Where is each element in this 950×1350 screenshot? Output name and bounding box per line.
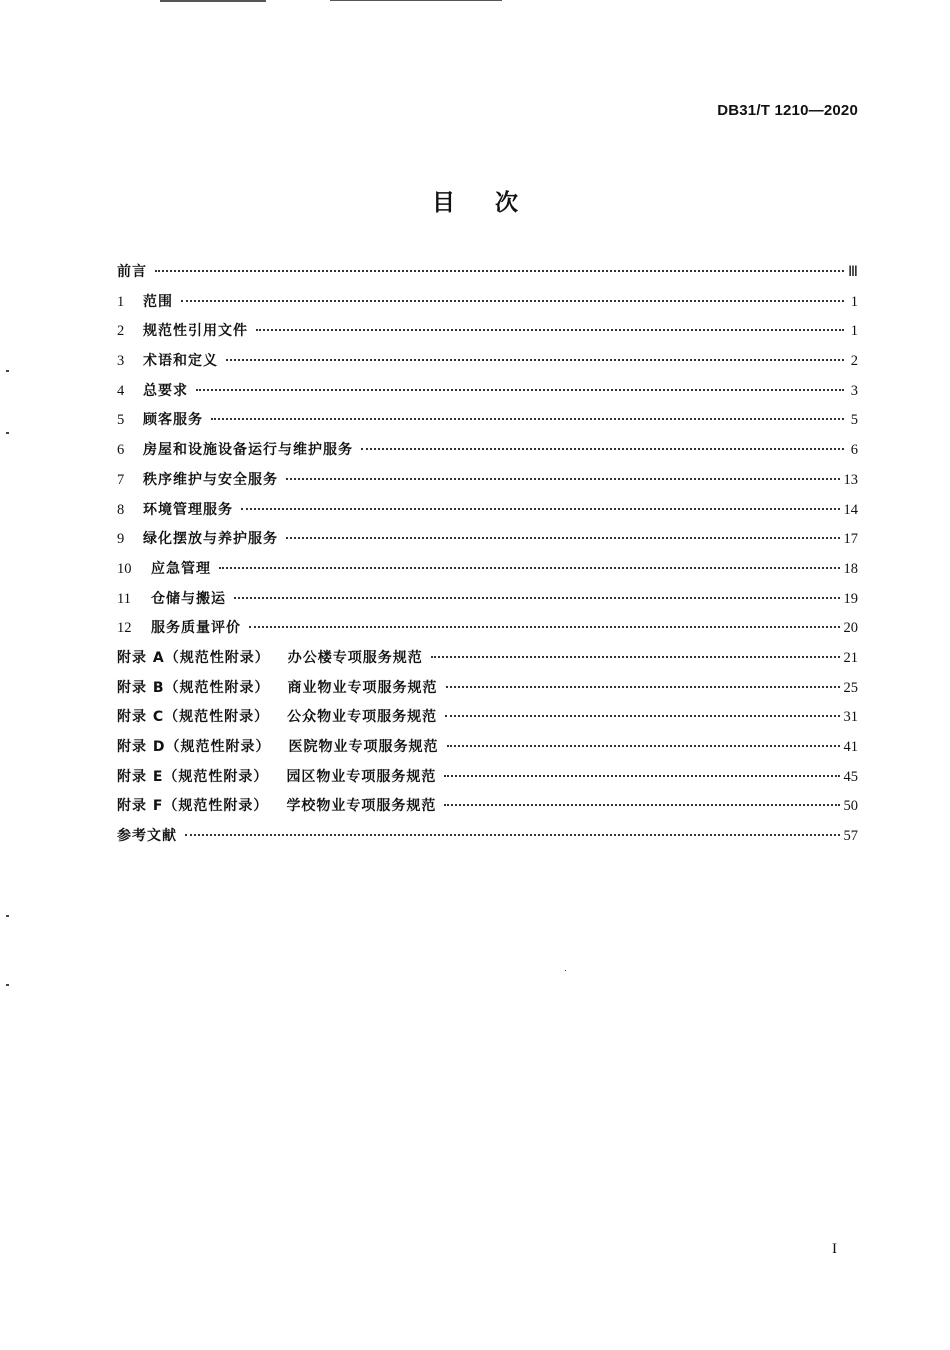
toc-entry[interactable] [117,320,858,350]
toc-entry-number: 11 [117,590,131,607]
scan-speck [6,370,9,372]
toc-entry-label: 仓储与搬运 [151,590,226,607]
toc-entry-number: 12 [117,620,132,637]
toc-dot-leader [444,804,839,806]
toc-entry-label: 绿化摆放与养护服务 [143,531,278,548]
toc-entry-label: 附录 E（规范性附录） [117,768,269,785]
toc-entry-label: 附录 F（规范性附录） [117,798,269,815]
toc-dot-leader [361,448,844,450]
toc-dot-leader [431,656,840,658]
toc-entry-number: 5 [117,412,125,429]
toc-entry-label: 附录 B（规范性附录） [117,679,270,696]
toc-entry-page: 13 [843,471,858,488]
toc-entry-number: 2 [117,323,125,340]
toc-dot-leader [185,834,840,836]
toc-dot-leader [256,329,844,331]
toc-dot-leader [211,418,844,420]
toc-entry-number: 4 [117,382,125,399]
toc-entry-label: 服务质量评价 [151,620,241,637]
toc-entry-subtitle: 办公楼专项服务规范 [287,649,423,666]
table-of-contents [117,261,858,855]
toc-entry[interactable] [117,706,858,736]
toc-entry[interactable] [117,380,858,410]
toc-entry[interactable] [117,409,858,439]
toc-entry-label: 前言 [117,264,147,280]
toc-entry-label: 术语和定义 [143,353,218,370]
toc-entry-page: 19 [843,590,858,607]
toc-entry-label: 总要求 [143,382,188,399]
toc-entry[interactable] [117,558,858,588]
toc-dot-leader [446,686,840,688]
toc-entry-label: 秩序维护与安全服务 [143,471,278,488]
toc-entry-number: 1 [117,293,125,310]
toc-dot-leader [444,775,839,777]
page-title: 目次 [432,190,558,216]
toc-entry-label: 房屋和设施设备运行与维护服务 [143,442,353,459]
toc-entry-page: 2 [850,353,858,370]
toc-entry-page: 3 [850,382,858,399]
toc-dot-leader [155,270,844,272]
scan-speck [6,984,9,986]
toc-entry-label: 规范性引用文件 [143,323,248,340]
toc-entry[interactable] [117,617,858,647]
toc-dot-leader [249,626,840,628]
toc-entry-page: 31 [843,709,858,726]
toc-entry[interactable] [117,825,858,855]
toc-entry-page: 20 [843,620,858,637]
toc-entry-subtitle: 公众物业专项服务规范 [287,709,438,726]
toc-entry-number: 6 [117,442,125,459]
toc-entry[interactable] [117,677,858,707]
toc-entry[interactable] [117,439,858,469]
toc-entry-label: 范围 [143,293,173,310]
toc-entry-number: 8 [117,501,125,518]
toc-entry[interactable] [117,766,858,796]
page-number: I [832,1241,837,1257]
toc-entry-subtitle: 商业物业专项服务规范 [287,679,438,696]
toc-entry-label: 环境管理服务 [143,501,233,518]
toc-entry[interactable] [117,291,858,321]
toc-entry-page: 45 [843,768,858,785]
toc-dot-leader [196,389,844,391]
toc-entry-page: 17 [843,531,858,548]
toc-dot-leader [445,715,839,717]
toc-entry-page: 50 [843,798,858,815]
toc-entry[interactable] [117,261,858,291]
toc-entry[interactable] [117,647,858,677]
toc-entry-number: 9 [117,531,125,548]
toc-entry-subtitle: 学校物业专项服务规范 [286,798,437,815]
toc-entry-page: 18 [843,560,858,577]
toc-entry-number: 7 [117,471,125,488]
toc-entry-page: 57 [843,828,858,845]
toc-entry-page: 1 [850,293,858,310]
toc-dot-leader [286,478,840,480]
toc-entry-label: 参考文献 [117,828,177,845]
toc-entry[interactable] [117,588,858,618]
toc-entry-number: 10 [117,560,132,577]
toc-entry-label: 顾客服务 [143,412,203,429]
toc-entry[interactable] [117,795,858,825]
toc-dot-leader [234,597,840,599]
toc-entry-label: 附录 C（规范性附录） [117,709,270,726]
toc-entry-page: 5 [850,412,858,429]
toc-entry-page: 21 [843,649,858,666]
scan-speck [6,432,9,434]
toc-dot-leader [219,567,840,569]
toc-entry-page: 25 [843,679,858,696]
toc-entry-page: 6 [850,442,858,459]
scan-speck [6,915,9,917]
toc-entry[interactable] [117,499,858,529]
top-scan-rule-left [160,0,266,2]
scan-speck [565,970,566,971]
toc-entry-number: 3 [117,353,125,370]
toc-dot-leader [241,508,840,510]
toc-entry[interactable] [117,528,858,558]
toc-dot-leader [286,537,840,539]
toc-entry-page: 41 [843,739,858,755]
toc-entry-subtitle: 医院物业专项服务规范 [288,739,439,755]
toc-dot-leader [226,359,844,361]
toc-entry-page: 1 [850,323,858,340]
toc-entry-subtitle: 园区物业专项服务规范 [286,768,437,785]
toc-entry[interactable] [117,350,858,380]
toc-entry[interactable] [117,469,858,499]
toc-entry-page: 14 [843,501,858,518]
toc-entry-label: 附录 D（规范性附录） [117,739,271,755]
document-code: DB31/T 1210—2020 [717,102,858,119]
toc-entry-label: 附录 A（规范性附录） [117,649,270,666]
toc-dot-leader [447,745,840,747]
toc-entry-page: Ⅲ [848,264,858,280]
toc-entry-label: 应急管理 [151,560,211,577]
toc-dot-leader [181,300,844,302]
top-scan-rule-right [330,0,502,1]
toc-entry[interactable] [117,736,858,766]
